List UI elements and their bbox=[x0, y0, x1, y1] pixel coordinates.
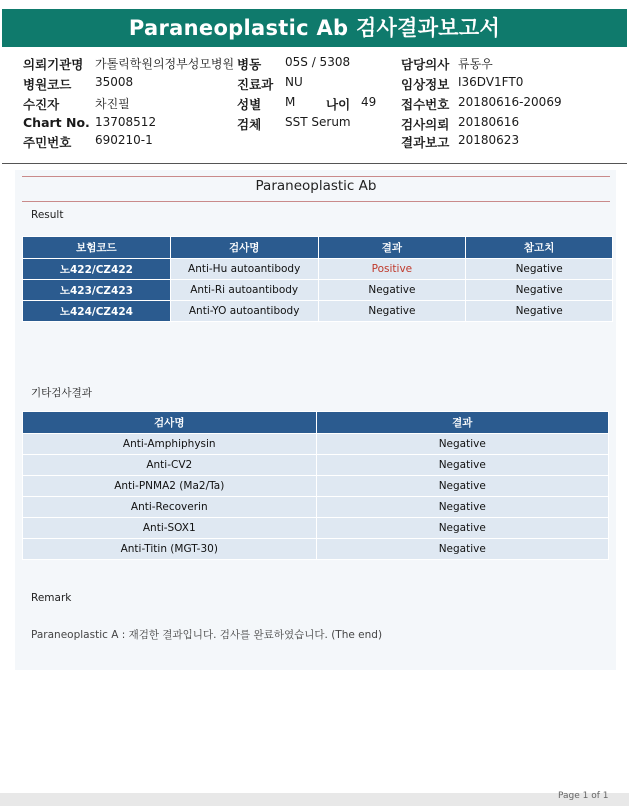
test-result: Negative bbox=[316, 434, 608, 455]
test-name: Anti-SOX1 bbox=[23, 518, 317, 539]
sex-label: 성별 bbox=[237, 97, 262, 112]
test-result: Negative bbox=[316, 455, 608, 476]
page-number: Page 1 of 1 bbox=[558, 791, 609, 801]
table-row bbox=[23, 301, 613, 322]
test-result-positive: Positive bbox=[318, 259, 466, 280]
header-ref: 참고치 bbox=[466, 237, 613, 259]
other-results-label: 기타검사결과 bbox=[31, 387, 92, 399]
section-title: Paraneoplastic Ab bbox=[255, 178, 377, 194]
sex-value: M bbox=[285, 95, 296, 109]
age-value: 49 bbox=[361, 95, 377, 109]
header-result: 결과 bbox=[316, 412, 608, 434]
test-result: Negative bbox=[316, 539, 608, 560]
accession-label: 접수번호 bbox=[401, 97, 450, 112]
chart-no-label: Chart No. bbox=[23, 115, 90, 130]
test-name: Anti-CV2 bbox=[23, 455, 317, 476]
test-name: Anti-PNMA2 (Ma2/Ta) bbox=[23, 476, 317, 497]
header-code: 보험코드 bbox=[23, 237, 171, 259]
table-row bbox=[23, 280, 613, 301]
age-label: 나이 bbox=[326, 97, 351, 112]
table-row bbox=[23, 259, 613, 280]
hospital-code-label: 병원코드 bbox=[23, 77, 72, 92]
result-table-header bbox=[23, 237, 613, 259]
clinical-info-label: 임상정보 bbox=[401, 77, 450, 92]
test-result: Negative bbox=[316, 518, 608, 539]
result-table bbox=[22, 236, 613, 322]
doctor-label: 담당의사 bbox=[401, 57, 450, 72]
patient-value: 차진필 bbox=[95, 97, 130, 111]
institution-value: 가톨릭학원의정부성모병원 bbox=[95, 57, 235, 71]
ward-label: 병동 bbox=[237, 57, 262, 72]
id-no-value: 690210-1 bbox=[95, 133, 153, 147]
insurance-code: 노422/CZ422 bbox=[23, 259, 171, 280]
test-name: Anti-Titin (MGT-30) bbox=[23, 539, 317, 560]
report-title: Paraneoplastic Ab 검사결과보고서 bbox=[2, 9, 627, 47]
table-row bbox=[23, 518, 609, 539]
test-name: Anti-YO autoantibody bbox=[170, 301, 318, 322]
request-date-label: 검사의뢰 bbox=[401, 117, 450, 132]
chart-no-value: 13708512 bbox=[95, 115, 157, 129]
table-row bbox=[23, 539, 609, 560]
department-label: 진료과 bbox=[237, 77, 274, 92]
insurance-code: 노423/CZ423 bbox=[23, 280, 171, 301]
header-test: 검사명 bbox=[23, 412, 317, 434]
reference-value: Negative bbox=[466, 280, 613, 301]
patient-label: 수진자 bbox=[23, 97, 60, 112]
specimen-label: 검체 bbox=[237, 117, 262, 132]
report-date-value: 20180623 bbox=[458, 133, 520, 147]
institution-label: 의뢰기관명 bbox=[23, 57, 84, 72]
hospital-code-value: 35008 bbox=[95, 75, 134, 89]
header-result: 결과 bbox=[318, 237, 466, 259]
page-footer bbox=[0, 793, 629, 806]
header-divider bbox=[2, 163, 627, 164]
test-result: Negative bbox=[318, 301, 466, 322]
department-value: NU bbox=[285, 75, 303, 89]
test-name: Anti-Hu autoantibody bbox=[170, 259, 318, 280]
id-no-label: 주민번호 bbox=[23, 135, 72, 150]
remark-text: Paraneoplastic A : 재검한 결과입니다. 검사를 완료하였습니다. (The end) bbox=[31, 629, 383, 641]
other-table-header bbox=[23, 412, 609, 434]
test-result: Negative bbox=[318, 280, 466, 301]
table-row bbox=[23, 455, 609, 476]
table-row bbox=[23, 434, 609, 455]
accession-value: 20180616-20069 bbox=[458, 95, 562, 109]
header-test: 검사명 bbox=[170, 237, 318, 259]
section-rule-top bbox=[22, 176, 610, 177]
test-result: Negative bbox=[316, 497, 608, 518]
reference-value: Negative bbox=[466, 259, 613, 280]
clinical-info-value: I36DV1FT0 bbox=[458, 75, 524, 89]
table-row bbox=[23, 476, 609, 497]
doctor-value: 류동우 bbox=[458, 57, 493, 71]
request-date-value: 20180616 bbox=[458, 115, 520, 129]
other-results-table bbox=[22, 411, 609, 560]
section-rule-bottom bbox=[22, 201, 610, 202]
table-row bbox=[23, 497, 609, 518]
result-label: Result bbox=[31, 209, 64, 221]
test-name: Anti-Amphiphysin bbox=[23, 434, 317, 455]
insurance-code: 노424/CZ424 bbox=[23, 301, 171, 322]
test-result: Negative bbox=[316, 476, 608, 497]
test-name: Anti-Ri autoantibody bbox=[170, 280, 318, 301]
reference-value: Negative bbox=[466, 301, 613, 322]
ward-value: 05S / 5308 bbox=[285, 55, 351, 69]
remark-label: Remark bbox=[31, 592, 72, 604]
test-name: Anti-Recoverin bbox=[23, 497, 317, 518]
specimen-value: SST Serum bbox=[285, 115, 351, 129]
report-date-label: 결과보고 bbox=[401, 135, 450, 150]
